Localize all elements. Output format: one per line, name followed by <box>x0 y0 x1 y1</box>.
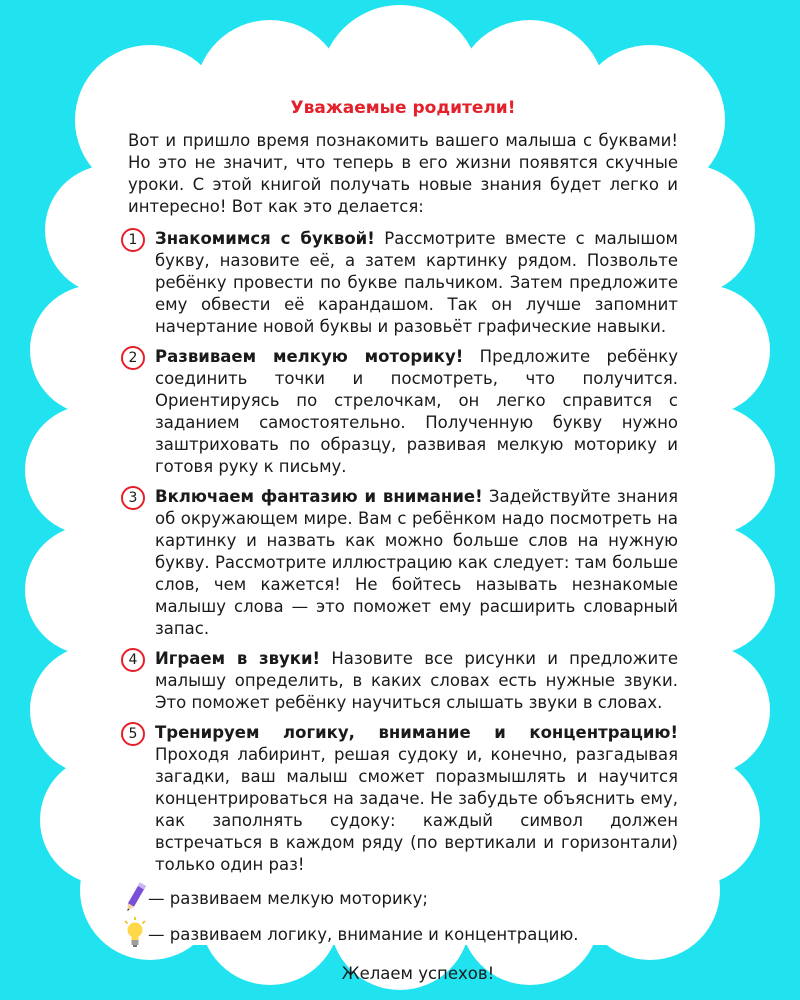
list-item <box>128 648 678 714</box>
legend-text: — развиваем логику, внимание и концентрацию. <box>148 925 579 944</box>
item-text: Предложите ребёнку соединить точки и посмотреть, что получится. Ориентируясь по стрелочкам, он легко справится с заданием самостоятельно. Полученную букву нужно заштриховать по образцу, развивая мелкую моторику и готовя руку к письму. <box>155 347 678 476</box>
list-item <box>128 722 678 876</box>
item-heading: Включаем фантазию и внимание! <box>155 487 483 506</box>
pencil-icon <box>122 880 148 914</box>
number-badge: 1 <box>121 228 145 252</box>
page-title: Уважаемые родители! <box>290 98 516 118</box>
legend-motor <box>128 888 678 910</box>
item-text: Назовите все рисунки и предложите малышу определить, в каких словах есть нужные звуки. Это поможет ребёнку научиться слышать звуки в словах. <box>155 649 678 712</box>
list-item <box>128 486 678 640</box>
list-item <box>128 346 678 478</box>
item-text: Проходя лабиринт, решая судоку и, конечно, разгадывая загадки, ваш малыш сможет поразмышлять и научится концентрироваться на задаче. Не забудьте объяснить ему, как заполнять судоку: каждый символ должен встречаться в каждом ряду (по вертикали и горизонтали) только один раз! <box>155 745 678 874</box>
list-item <box>128 228 678 338</box>
item-heading: Тренируем логику, внимание и концентрацию! <box>155 723 678 742</box>
item-text: Рассмотрите вместе с малышом букву, назовите её, а затем картинку рядом. Позвольте ребёнку провести по букве пальчиком. Затем предложите ему обвести её карандашом. Так он лучше запомнит начертание новой буквы и разовьёт графические навыки. <box>155 229 678 336</box>
item-heading: Играем в звуки! <box>155 649 321 668</box>
legend-logic <box>128 924 678 946</box>
letter-content <box>128 98 678 983</box>
number-badge: 2 <box>121 346 145 370</box>
item-heading: Знакомимся с буквой! <box>155 229 375 248</box>
number-badge: 4 <box>121 648 145 672</box>
item-heading: Развиваем мелкую моторику! <box>155 347 464 366</box>
closing-text: Желаем успехов! <box>341 964 495 983</box>
legend-text: — развиваем мелкую моторику; <box>148 889 428 908</box>
lightbulb-icon <box>122 916 148 950</box>
item-text: Задействуйте знания об окружающем мире. Вам с ребёнком надо посмотреть на картинку и назвать как можно больше слов на нужную букву. Рассмотрите иллюстрацию как следует: там больше слов, чем кажется! Не бойтесь называть незнакомые малышу слова — это поможет ему расширить словарный запас. <box>155 487 678 638</box>
intro-paragraph: Вот и пришло время познакомить вашего малыша с буквами! Но это не значит, что теперь в его жизни появятся скучные уроки. С этой книгой получать новые знания будет легко и интересно! Вот как это делается: <box>128 131 678 216</box>
number-badge: 5 <box>121 722 145 746</box>
number-badge: 3 <box>121 486 145 510</box>
